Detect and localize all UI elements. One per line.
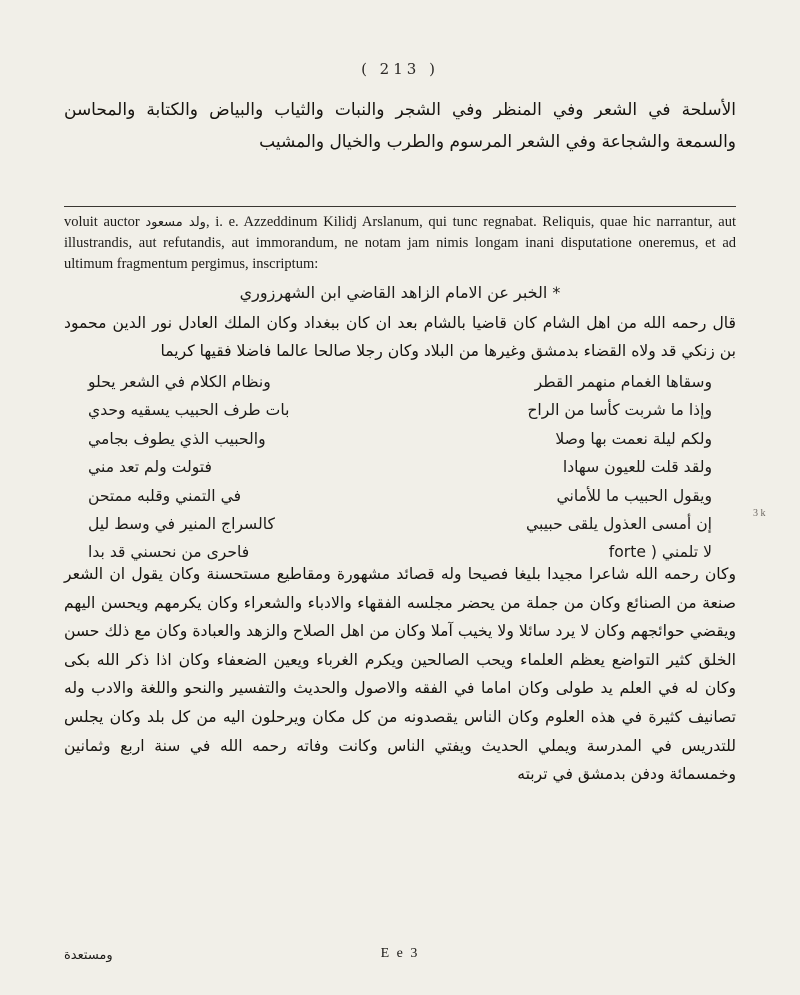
latin-text-rest: , i. e. Azzeddinum Kilidj Arslanum, qui tunc regnabat. Reliquis, quae hic narrantur, aut illustrandis, aut refutandis, aut immorandum, ne notam jam nimis longam inani disputatione oneremus, et ad ultimum fragmentum pergimus, inscriptum: bbox=[64, 214, 736, 272]
fragment-heading: * الخبر عن الامام الزاهد القاضي ابن الشهرزوري bbox=[239, 283, 561, 302]
signature-mark: E e 3 bbox=[380, 946, 420, 961]
poem-line bbox=[64, 368, 736, 396]
hemistich-second: فتولت ولم تعد مني bbox=[88, 458, 212, 477]
hemistich-first: وإذا ما شربت كأسا من الراح bbox=[527, 401, 712, 420]
hemistich-first: ولقد قلت للعيون سهادا bbox=[562, 458, 712, 477]
section-divider bbox=[64, 206, 736, 207]
arabic-text-prose: وكان رحمه الله شاعرا مجيدا بليغا فصيحا وله قصائد مشهورة ومقاطيع مستحسنة وكان يقول ان الشعر صنعة من الصنائع وكان من جملة من يحضر مجلسه الفقهاء والادباء والشعراء وكان يكرمهم ويحسن اليهم ويقضي حوائجهم وكان لا يرد سائلا ولا يخيب آملا وكان من اهل الصلاح والزهد والعبادة وكان مع ذلك حسن الخلق كثير التواضع يعظم العلماء ويحب الصالحين ويكرم الغرباء ويعين الضعفاء وكان اذا ذكر الله بكى وكان له في العلم يد طولى وكان اماما في الفقه والاصول والحديث والتفسير والنحو واللغة والادب وله تصانيف كثيرة في هذه العلوم وكان الناس يقصدونه من كل مكان ويرحلون اليه من كل بلد وكان يجلس للتدريس في المدرسة ويملي الحديث ويفتي الناس وكانت وفاته رحمه الله في سنة اربع وثمانين وخمسمائة ودفن بدمشق في تربته bbox=[64, 565, 736, 784]
latin-commentary bbox=[64, 212, 736, 275]
hemistich-second: والحبيب الذي يطوف بجامي bbox=[88, 429, 266, 448]
latin-text-start: voluit auctor bbox=[64, 214, 146, 230]
poem-line bbox=[64, 482, 736, 510]
poem-line bbox=[64, 425, 736, 453]
hemistich-first: لا تلمني ( forte bbox=[608, 543, 712, 562]
poem-line bbox=[64, 510, 736, 538]
page-number: ( 213 ) bbox=[361, 60, 439, 78]
margin-note: 3 k bbox=[753, 508, 766, 519]
hemistich-first: ويقول الحبيب ما للأماني bbox=[556, 486, 712, 505]
hemistich-second: في التمني وقلبه ممتحن bbox=[88, 486, 242, 505]
inline-arabic-phrase: ولد مسعود bbox=[145, 215, 206, 230]
hemistich-second: بات طرف الحبيب يسقيه وحدي bbox=[88, 401, 290, 420]
arabic-text-body: قال رحمه الله من اهل الشام كان قاضيا بالشام بعد ان كان ببغداد وكان الملك العادل نور الدين محمود بن زنكي قد ولاه القضاء بدمشق وغيرها من البلاد وكان رجلا صالحا عالما فاضلا فقيها كريما bbox=[64, 314, 736, 361]
poem-line bbox=[64, 453, 736, 481]
hemistich-first: ولكم ليلة نعمت بها وصلا bbox=[555, 429, 712, 448]
arabic-text-top: الأسلحة في الشعر وفي المنظر وفي الشجر والنبات والثياب والبياض والكتابة والمحاسن والسمعة والشجاعة وفي الشعر المرسوم والطرب والخيال والمشيب bbox=[64, 100, 736, 152]
hemistich-second: كالسراج المنير في وسط ليل bbox=[88, 514, 275, 533]
hemistich-first: إن أمسى العذول يلقى حبيبي bbox=[526, 514, 712, 533]
poem-block bbox=[64, 368, 736, 567]
hemistich-second: فاحرى من نحسني قد بدا bbox=[88, 543, 250, 562]
hemistich-first: وسقاها الغمام منهمر القطر bbox=[534, 373, 712, 391]
hemistich-second: ونظام الكلام في الشعر يحلو bbox=[88, 373, 271, 391]
catchword: ومستعدة bbox=[64, 948, 113, 963]
poem-line bbox=[64, 396, 736, 424]
